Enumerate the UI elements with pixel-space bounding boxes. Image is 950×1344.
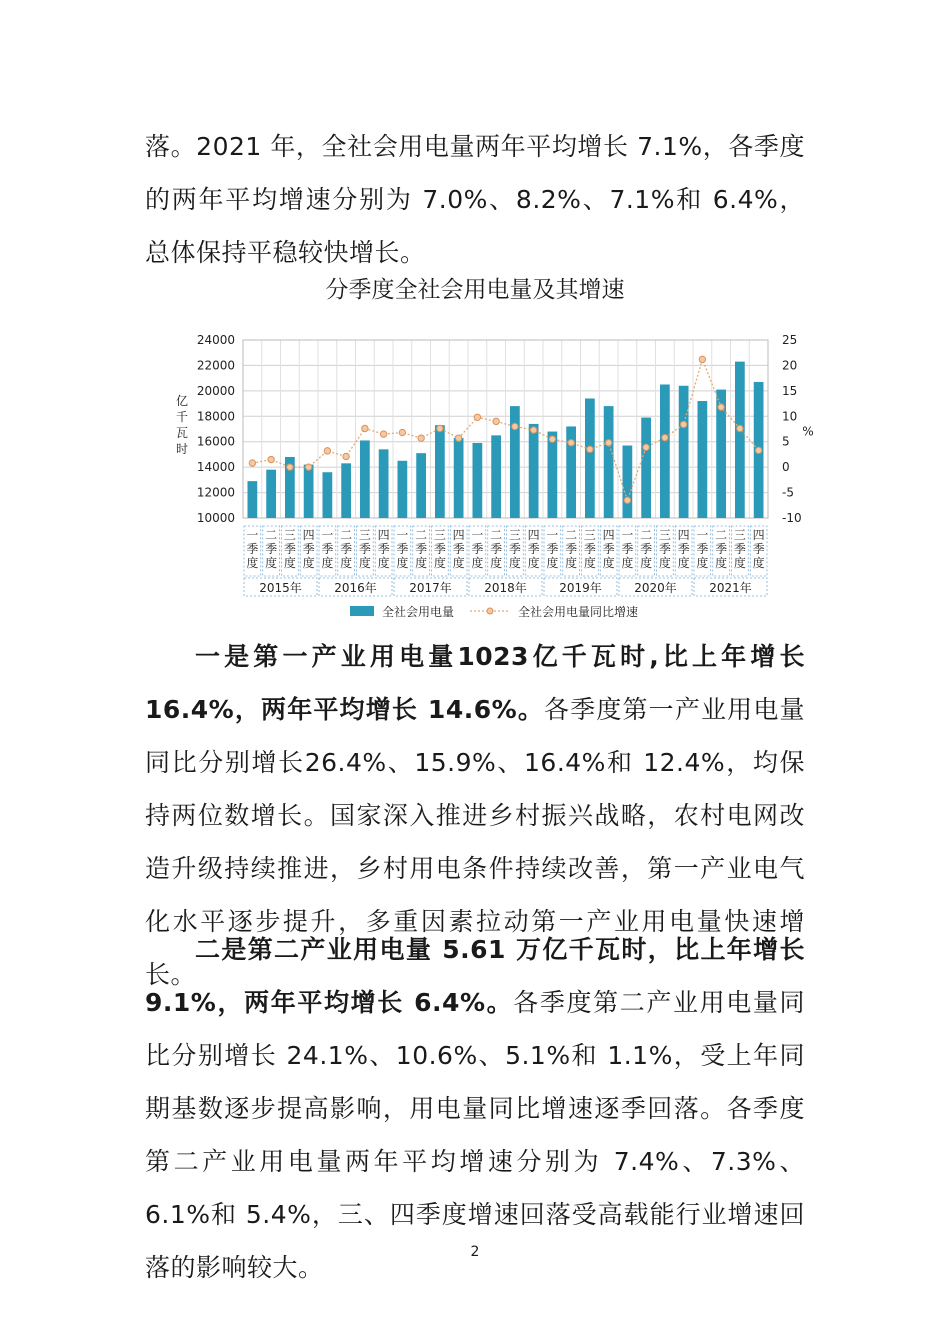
growth-point	[399, 429, 405, 435]
quarter-label-char: 三	[283, 528, 296, 542]
growth-point	[287, 464, 293, 470]
quarter-label-char: 度	[546, 556, 559, 570]
bar	[698, 401, 708, 518]
bar	[660, 385, 670, 519]
quarter-label-char: 三	[658, 528, 671, 542]
year-label: 2016年	[334, 581, 377, 595]
quarter-label-char: 度	[490, 556, 503, 570]
growth-point	[418, 435, 424, 441]
growth-point	[493, 418, 499, 424]
growth-point	[530, 427, 536, 433]
quarter-label-char: 季	[358, 542, 371, 556]
quarter-label-char: 四	[302, 528, 315, 542]
quarter-label-char: 二	[640, 528, 653, 542]
legend-swatch-bar	[350, 606, 374, 616]
quarter-label-char: 二	[415, 528, 428, 542]
right-axis-tick-label: 0	[782, 460, 790, 475]
growth-point	[437, 425, 443, 431]
quarter-label-char: 二	[715, 528, 728, 542]
growth-point	[512, 423, 518, 429]
bar	[604, 406, 614, 518]
growth-point	[268, 456, 274, 462]
quarter-label-char: 度	[752, 556, 765, 570]
quarter-label-char: 季	[752, 542, 765, 556]
quarter-label-char: 一	[471, 528, 484, 542]
quarter-label-char: 季	[527, 542, 540, 556]
quarter-label-char: 季	[433, 542, 446, 556]
quarter-label-char: 度	[340, 556, 353, 570]
left-axis-tick-label: 14000	[196, 460, 235, 475]
year-label: 2017年	[409, 581, 452, 595]
year-label: 2015年	[259, 581, 302, 595]
quarter-label-char: 度	[640, 556, 653, 570]
left-axis-tick-label: 24000	[196, 333, 235, 347]
growth-point	[643, 444, 649, 450]
bar	[379, 449, 389, 518]
growth-point	[680, 421, 686, 427]
quarter-label-char: 三	[733, 528, 746, 542]
quarter-label-char: 度	[377, 556, 390, 570]
legend-swatch-point	[487, 608, 493, 614]
quarter-label-char: 二	[565, 528, 578, 542]
bar	[623, 446, 633, 518]
quarter-label-char: 度	[527, 556, 540, 570]
quarter-label-char: 季	[508, 542, 521, 556]
quarter-label-char: 度	[283, 556, 296, 570]
primary-industry-highlight: 一是第一产业用电量1023亿千瓦时,比上年增长16.4%，两年平均增长 14.6%。	[145, 642, 805, 724]
quarter-label-char: 季	[471, 542, 484, 556]
quarter-label-char: 季	[715, 542, 728, 556]
quarter-label-char: 三	[433, 528, 446, 542]
secondary-industry-highlight: 二是第二产业用电量 5.61 万亿千瓦时，比上年增长9.1%，两年平均增长 6.4%。	[145, 935, 805, 1017]
quarter-label-char: 二	[490, 528, 503, 542]
bar	[529, 424, 539, 518]
right-axis-tick-label: 5	[782, 434, 790, 449]
bar	[398, 461, 408, 518]
quarter-label-char: 度	[321, 556, 334, 570]
quarter-label-char: 二	[265, 528, 278, 542]
quarter-label-char: 季	[640, 542, 653, 556]
quarter-label-char: 季	[696, 542, 709, 556]
quarter-label-char: 四	[677, 528, 690, 542]
left-axis-tick-label: 18000	[196, 409, 235, 424]
quarter-label-char: 四	[452, 528, 465, 542]
quarter-label-char: 季	[621, 542, 634, 556]
quarter-label-char: 季	[677, 542, 690, 556]
quarter-label-char: 一	[546, 528, 559, 542]
quarter-label-char: 三	[358, 528, 371, 542]
left-axis-label-char: 千	[175, 410, 189, 424]
bar	[248, 481, 258, 518]
left-axis-label-char: 瓦	[175, 426, 189, 440]
growth-point	[587, 446, 593, 452]
quarter-label-char: 度	[621, 556, 634, 570]
left-axis-label-char: 亿	[175, 394, 189, 408]
bar	[266, 470, 276, 518]
left-axis-tick-label: 16000	[196, 434, 235, 449]
quarter-label-char: 度	[246, 556, 259, 570]
quarter-label-char: 度	[358, 556, 371, 570]
quarter-label-char: 度	[452, 556, 465, 570]
quarter-label-char: 度	[415, 556, 428, 570]
quarter-label-char: 三	[583, 528, 596, 542]
left-axis-tick-label: 22000	[196, 358, 235, 373]
quarter-label-char: 度	[733, 556, 746, 570]
right-axis-tick-label: 20	[782, 358, 798, 373]
quarter-label-char: 季	[265, 542, 278, 556]
quarter-label-char: 度	[471, 556, 484, 570]
left-axis-tick-label: 12000	[196, 485, 235, 500]
bar	[341, 463, 351, 518]
quarter-label-char: 一	[321, 528, 334, 542]
quarter-label-char: 季	[658, 542, 671, 556]
quarter-label-char: 一	[621, 528, 634, 542]
legend-label-line: 全社会用电量同比增速	[518, 605, 639, 619]
legend-label-bar: 全社会用电量	[382, 605, 455, 619]
quarter-label-char: 季	[565, 542, 578, 556]
quarter-label-char: 四	[527, 528, 540, 542]
left-axis-tick-label: 10000	[196, 511, 235, 525]
quarter-label-char: 季	[321, 542, 334, 556]
quarter-label-char: 四	[752, 528, 765, 542]
quarter-label-char: 度	[508, 556, 521, 570]
year-label: 2020年	[634, 581, 677, 595]
quarter-label-char: 一	[246, 528, 259, 542]
growth-point	[737, 425, 743, 431]
figure-title: 分季度全社会用电量及其增速	[325, 277, 625, 303]
growth-point	[755, 447, 761, 453]
quarter-label-char: 季	[490, 542, 503, 556]
year-label: 2021年	[709, 581, 752, 595]
quarter-label-char: 季	[246, 542, 259, 556]
primary-industry-detail: 各季度第一产业用电量同比分别增长26.4%、15.9%、16.4%和 12.4%，均保持两位数增长。国家深入推进乡村振兴战略，农村电网改造升级持续推进，乡村用电条件持续改善，第一产业电气化水平逐步提升，多重因素拉动第一产业用电量快速增长。	[145, 695, 805, 989]
bar	[491, 435, 501, 518]
growth-point	[343, 453, 349, 459]
quarter-label-char: 一	[396, 528, 409, 542]
quarter-label-char: 季	[283, 542, 296, 556]
quarter-label-char: 四	[602, 528, 615, 542]
quarter-label-char: 度	[715, 556, 728, 570]
quarter-label-char: 季	[377, 542, 390, 556]
quarter-label-char: 季	[602, 542, 615, 556]
paragraph-secondary-industry	[145, 923, 805, 1294]
growth-point	[362, 425, 368, 431]
quarter-label-char: 季	[396, 542, 409, 556]
year-label: 2019年	[559, 581, 602, 595]
bar	[641, 418, 651, 518]
quarter-label-char: 度	[658, 556, 671, 570]
bar	[454, 438, 464, 518]
quarterly-electricity-chart	[170, 325, 814, 630]
bar	[360, 440, 370, 518]
quarter-label-char: 度	[677, 556, 690, 570]
year-label: 2018年	[484, 581, 527, 595]
quarter-label-char: 季	[302, 542, 315, 556]
right-axis-tick-label: -10	[782, 511, 802, 525]
chart-svg	[170, 325, 814, 630]
left-axis-label-char: 时	[175, 442, 189, 456]
growth-point	[624, 497, 630, 503]
quarter-label-char: 季	[415, 542, 428, 556]
right-axis-tick-label: 15	[782, 383, 798, 398]
bar	[735, 362, 745, 518]
bar	[416, 453, 426, 518]
bar	[435, 425, 445, 518]
quarter-label-char: 度	[565, 556, 578, 570]
paragraph-2021-summary: 落。2021 年，全社会用电量两年平均增长 7.1%，各季度的两年平均增速分别为 7.0%、8.2%、7.1%和 6.4%，总体保持平稳较快增长。	[145, 132, 805, 267]
growth-point	[324, 448, 330, 454]
bar	[304, 465, 314, 518]
quarter-label-char: 四	[377, 528, 390, 542]
growth-point	[380, 431, 386, 437]
growth-point	[699, 356, 705, 362]
bar	[323, 472, 333, 518]
quarter-label-char: 度	[265, 556, 278, 570]
right-axis-tick-label: 10	[782, 409, 798, 424]
growth-point	[718, 404, 724, 410]
quarter-label-char: 度	[396, 556, 409, 570]
quarter-label-char: 度	[583, 556, 596, 570]
growth-point	[549, 436, 555, 442]
growth-point	[249, 460, 255, 466]
page-number: 2	[470, 1244, 480, 1260]
quarter-label-char: 季	[733, 542, 746, 556]
bar	[473, 443, 483, 518]
growth-point	[305, 464, 311, 470]
secondary-industry-detail: 各季度第二产业用电量同比分别增长 24.1%、10.6%、5.1%和 1.1%，受上年同期基数逐步提高影响，用电量同比增速逐季回落。各季度第二产业用电量两年平均增速分别为 7.4%、7.3%、6.1%和 5.4%，三、四季度增速回落受高载能行业增速回落的影响较大。	[145, 988, 805, 1282]
growth-point	[568, 440, 574, 446]
right-axis-tick-label: -5	[782, 485, 794, 500]
left-axis-tick-label: 20000	[196, 383, 235, 398]
growth-point	[662, 434, 668, 440]
quarter-label-char: 度	[696, 556, 709, 570]
quarter-label-char: 季	[546, 542, 559, 556]
quarter-label-char: 三	[508, 528, 521, 542]
quarter-label-char: 季	[340, 542, 353, 556]
right-axis-label: %	[802, 424, 814, 439]
growth-point	[455, 435, 461, 441]
bar	[585, 398, 595, 518]
quarter-label-char: 度	[302, 556, 315, 570]
bar	[679, 386, 689, 518]
quarter-label-char: 一	[696, 528, 709, 542]
bar	[548, 432, 558, 518]
growth-point	[605, 440, 611, 446]
growth-point	[474, 414, 480, 420]
quarter-label-char: 季	[452, 542, 465, 556]
quarter-label-char: 季	[583, 542, 596, 556]
quarter-label-char: 度	[602, 556, 615, 570]
right-axis-tick-label: 25	[782, 333, 798, 347]
quarter-label-char: 度	[433, 556, 446, 570]
quarter-label-char: 二	[340, 528, 353, 542]
